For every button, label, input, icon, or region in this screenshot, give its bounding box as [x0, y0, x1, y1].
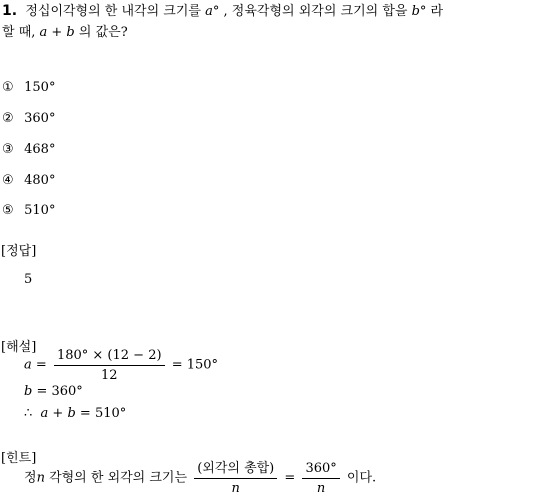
therefore-symbol: ∴: [24, 406, 33, 421]
solution-var-b: b: [24, 384, 33, 399]
solution-b-value: = 360°: [36, 384, 83, 399]
question-line-1: [2, 2, 443, 21]
question-text-part: 할 때,: [2, 25, 40, 40]
choice-mark: ②: [2, 111, 14, 126]
question-text-part: 정십이각형의 한 내각의 크기를: [25, 4, 206, 19]
fraction-numerator: 360°: [302, 461, 339, 479]
choice-3[interactable]: [2, 142, 55, 158]
fraction-numerator: (외각의 총합): [194, 461, 277, 479]
choice-mark: ⑤: [2, 203, 14, 218]
solution-equals: =: [35, 357, 47, 373]
fraction-denominator: 12: [100, 368, 118, 383]
hint-equals: =: [284, 470, 296, 486]
fraction-denominator: n: [316, 481, 326, 496]
fraction-denominator: n: [231, 481, 240, 496]
answer-value: 5: [24, 272, 33, 287]
choice-text: 468°: [24, 142, 56, 157]
choice-mark: ①: [2, 80, 14, 95]
solution-line-2: [24, 384, 83, 400]
solution-var-a: a: [24, 357, 32, 373]
choice-2[interactable]: [2, 111, 55, 127]
hint-label: [힌트]: [1, 451, 37, 466]
hint-text: 각형의 한 외각의 크기는: [44, 470, 192, 486]
choice-mark: ④: [2, 173, 14, 188]
choice-text: 480°: [24, 173, 56, 188]
hint-line: [24, 461, 376, 496]
question-expression: a + b: [39, 25, 75, 40]
choice-text: 150°: [24, 80, 56, 95]
solution-line-3: [24, 406, 126, 422]
choice-5[interactable]: [2, 203, 55, 219]
solution-result: = 150°: [171, 357, 219, 373]
solution-sum-value: = 510°: [79, 406, 127, 421]
choice-text: 360°: [24, 111, 56, 126]
hint-var-n: n: [36, 470, 45, 486]
choice-1[interactable]: [2, 80, 55, 96]
hint-text: 정: [24, 470, 37, 486]
var-a: a: [205, 4, 213, 19]
solution-label: [해설]: [1, 340, 37, 355]
choice-4[interactable]: [2, 173, 55, 189]
question-line-2: [2, 24, 128, 42]
var-b: b: [411, 4, 420, 19]
hint-text: 이다.: [346, 470, 377, 486]
hint-fraction-1: [194, 461, 277, 496]
question-text-part: 의 값은?: [74, 25, 128, 40]
question-text-part: ° , 정육각형의 외각의 크기의 합을: [212, 4, 412, 19]
question-number: 1.: [2, 3, 18, 19]
choice-text: 510°: [24, 203, 56, 218]
question-text-part: ° 라: [419, 4, 444, 19]
fraction-numerator: 180° × (12 − 2): [54, 348, 165, 366]
choice-mark: ③: [2, 142, 14, 157]
answer-label: [정답]: [1, 244, 37, 259]
solution-line-1: [24, 348, 218, 383]
solution-fraction: [54, 348, 165, 383]
solution-sum-expression: a + b: [40, 406, 76, 421]
hint-fraction-2: [302, 461, 339, 496]
